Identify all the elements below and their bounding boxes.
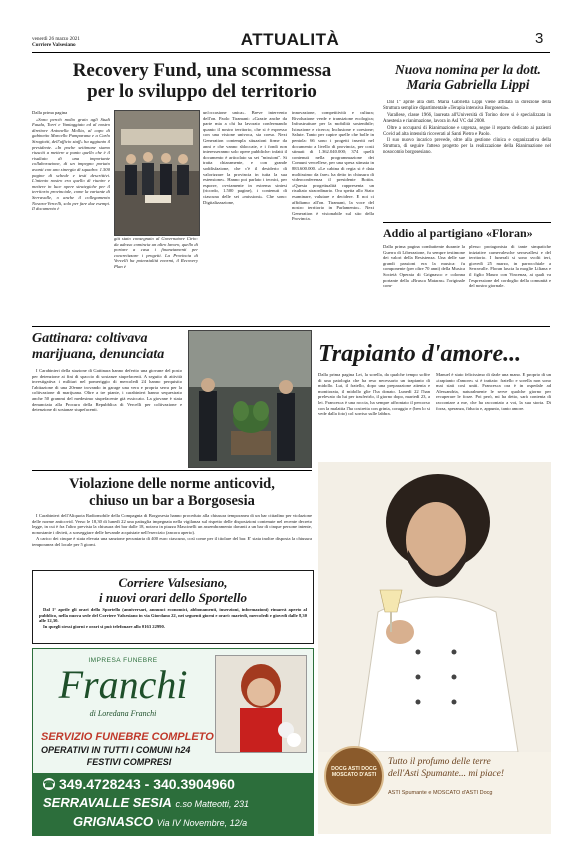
franchi-operative: OPERATIVI IN TUTTI I COMUNI h24 [41,745,191,755]
recovery-col2 [114,236,198,322]
recovery-col3 [203,110,287,322]
orari-title-line2: i nuovi orari dello Sportello [98,590,248,605]
franchi-addr2-row [73,814,247,829]
franchi-festivi: FESTIVI COMPRESI [86,757,172,767]
recovery-kicker: Dalla prima pagina [32,110,68,115]
anticovid-title [32,476,312,510]
anticovid-p1: I Carabinieri dell'Aliquota Radiomobile della Compagnia di Borgosesia hanno proceduto alla chiusura temporanea di un bar cittadino per violazione delle norme anticovid. Verso le 18,30 di lunedì 22 una pattuglia impegnata nella vigilanza sul rispetto delle disposizioni contenute nel recente decreto legge, in cui è fra l'altro prevista la chiusura dei bar dalle 18, notava in piazza Mascinelli un assembramento davanti a un bar di cinque persone intente, nonostante i divieti, a sorseggiare delle bevande acquistate nell'esercizio (ancora aperto). [32,513,312,535]
recovery-title-line1: Recovery Fund, una scommessa [72,60,332,81]
franchi-place2: GRIGNASCO [73,814,154,829]
gattinara-text: I Carabinieri della stazione di Gattinara hanno deferito una giovane del posto per detenzione ai fini di spaccio di sostanze stupefacenti. A seguito di attività investigativa i militari nel pomeriggio di mercoledì 24 hanno perquisito l'abitazione di una 20enne trovando in garage una vera e propria serra per la coltivazione di marijuana. Oltre a tre piante, i carabinieri hanno sequestrato anche 50 grammi del medesimo stupefacente già essiccato. La giovane è stata denunciata alla Procura della Repubblica di Vercelli per coltivazione e detenzione di sostanze stupefacenti. [32,368,182,413]
franchi-phone-row [43,776,235,792]
header-paper: Corriere Valsesiano [32,42,76,49]
recovery-title-line2: per lo sviluppo del territorio [87,81,317,102]
lippi-title-line1: Nuova nomina per la dott. [395,62,541,77]
franchi-sub: di Loredana Franchi [89,709,157,718]
franchi-addr1-row [43,795,249,810]
recovery-col1 [32,110,110,322]
recovery-col3-text: un'occasione unica». Breve intervento dell'on. Paolo Tiramani: «Grazie anche da parte mia a chi ha lavorato confermando quanto il nostro territorio, che si è espresso con una visione univoca, sia coeso. Next Generation contempla situazioni firme da anni e che vanno sbloccate, e i fondi non interesseranno solo opere pubbliche: infatti il documento è articolato su sei "missioni". Si tratta chiaramente, e con grande soddisfazione, che c'è il desiderio di valorizzare la provincia in tutta la sua estensione». Hanno poi parlato i tecnici, per esporre, ovviamente in estrema sintesi (ricordo, 1.500 pagine), i contenuti di ciascuna delle sei «missioni». Che sono: Digitalizzazione, [203,110,287,205]
franchi-ad [32,648,314,836]
lippi-p1: Dal 1° aprile alla dott. Maria Gabriella Lippi viene affidata la direzione della Struttura semplice dipartimentale «Terapia intensiva Borgosesia». [383,100,551,111]
asti-seal [324,746,384,806]
franchi-kicker: IMPRESA FUNEBRE [88,657,158,664]
orari-title-line1: Corriere Valsesiano, [118,575,228,590]
franchi-place1: SERRAVALLE SESIA [43,795,172,810]
orari-phone: In quegli stessi giorni e orari si può telefonare allo 0163 22990. [43,623,165,629]
header-rule [32,52,550,53]
trapianto-col2-text: Manuel è stato felicissimo di darle una mano. E proprio di un «trapianto d'amore» si è trattato: fratello e sorella non sono mai stati così uniti. Francesca ora è in ospedale ad Alessandria, naturalmente le serve qualche giorno per recuperare le forze. Poi però, mi ha detto, sarà contenta di raccontare a me, che ha raccontato a voi, la sua storia. Di forza, speranza, fiducia e, appunto, tanto amore. [436,372,551,411]
asti-seal-text: DOCG ASTI DOCG MOSCATO D'ASTI [331,766,377,778]
anticovid-body [32,513,312,565]
gattinara-title-line1: Gattinara: coltivava [32,331,148,346]
recovery-title [32,60,372,102]
lippi-body [383,100,551,220]
trapianto-title: Trapianto d'amore... [318,341,522,367]
lippi-p2: Varallese, classe 1966, laureata all'Università di Torino dove si è specializzata in Anestesia e rianimazione, lavora in AsI VC dal 2008. [383,112,551,124]
asti-slogan-line1: Tutto il profumo delle terre [388,757,491,767]
floran-col1 [383,244,465,324]
floran-col2 [469,244,551,324]
franchi-name: Franchi [58,662,188,707]
gattinara-body [32,368,182,464]
orari-box [32,570,314,644]
page-number: 3 [535,30,544,47]
asti-footer: ASTI Spumante e MOSCATO d'ASTI Docg [388,790,493,796]
asti-ad [318,462,551,834]
recovery-col4-text: innovazione, competitività e cultura; Rivoluzione verde e transizione ecologica; Infrastrutture per la mobilità sostenibile; Istruzione e ricerca; Inclusione e coesione; Salute. Tanto per capire quelle che bolle in pentola: 66 sono i progetti inseriti nel documento a livello di provincia, per costi stimati di 1.362.040.000; 374 quelli contenuti nella programmazione dei Comuni vercellese, per una spesa stimata in 883.600.000. «Le cabina di regia si è data moltissimo da fare» ha detto in chiusura di videoconferenza il presidente Bottin. «Questa progettualità rappresenta un risultato straordinario. Ora spetta allo Stato esaminare, valutare e decidere. E noi ci affidiamo all'on. Tiramani, la voce del nostro territorio in Parlamento». Next Generation è visionabile sul sito della Provincia. [292,110,374,222]
lippi-rule [383,222,551,223]
trapianto-col2 [436,372,551,458]
trapianto-col1 [318,372,430,458]
anticovid-rule [32,470,312,471]
franchi-phones: 349.4728243 - 340.3904960 [59,776,235,792]
trapianto-col1-text: Dalla prima pagina Lei, la sorella, da qualche tempo soffre di una patologia che ha reso necessario un trapianto di midollo. Lui, il fratello, dopo una preparazione attenta e monitorata, il midollo glie l'ha donato. Lunedì 22 l'han prelevato da lui per trasferirlo, il giorno dopo, martedì 23, a lei. Francesca è una roccia, ha sempre affrontato il percorso con la malattia l'ha costretta con grinta, coraggio e (ben lo si vede dalla foto) col sorriso sulle labbra. [318,372,430,417]
franchi-service: SERVIZIO FUNEBRE COMPLETO [41,731,214,743]
floran-col2-text: plesso protagonista di tante simpatiche iniziative carnevalesche serravallesi e del territorio. I funerali si sono svolti ieri, giovedì 25 marzo, in parrocchiale a Serravalle. Floran lascia la moglie Liliana e il figlio Mauro con Vincenza, ai quali va l'espressione del cordoglio della comunità e del nostro giornale. [469,244,551,289]
lippi-p3: Oltre a occuparsi di Rianimazione e urgenza, segue il reparto dedicato ai pazienti Covid ad alta intensità ricoverati al Santi Pietro e Paolo. [383,125,551,137]
floran-title: Addio al partigiano «Floran» [383,226,533,240]
recovery-photo [114,110,200,236]
orari-body-wrap [33,605,313,629]
recovery-col1-text: «Sono perciò molto grato agli Studi Fauda, Torri e Vantaggiato ed al nostro direttore Antonella Mollia, al capo di gabinetto Marcello Pamparana e a Carlo Stragiotti, dell'ufficio staff» ha aggiunto il presidente. «In poche settimane siamo riusciti a mettere a punto quello che è il risultato di una importante collaborazione, di un impegno portato avanti con uno sinergia di squadra: 1.500 pagine di schede e testi descrittivi. L'intento nostro era quello di riunire e mettere in luce opere strategiche per il territorio provinciale, come la variante di Serravalle, o anche il collegamento Novara-Vercelli, solo per fare due esempi. Il documento è [32,116,110,212]
franchi-portrait [215,655,307,753]
mid-rule [32,326,550,327]
phone-icon: ☎ [43,779,55,789]
lippi-title [383,62,553,92]
section-title: ATTUALITÀ [240,30,340,49]
asti-slogan [388,756,548,780]
orari-body: Dal 1° aprile gli orari dello Sportello (anniversari, annunci economici, abbonamenti, inserzioni, informazioni) rimarrà aperto al pubblico, nella nuova sede del Corriere Valsesiano in via Giordano 22, nei seguenti giorni e orari: martedì, mercoledì e giovedì dalle 8,30 alle 12,30. [39,607,307,624]
lippi-title-line2: Maria Gabriella Lippi [406,77,530,92]
chef-photo [318,462,551,752]
floran-col1-text: Dalla prima pagina combattente durante la Guerra di Liberazione, fu sempre testimone dei valori della Resistenza. Una delle sue grandi passioni era la musica: fu componente (per oltre 70 anni) della Musica Società Operaia di Grignasco e colonna portante della «Brusca Mataras» l'originale com- [383,244,465,289]
franchi-addr1: c.so Matteotti, 231 [175,799,249,809]
recovery-col2-text: già stato consegnato al Governatore Cirio: da adesso comincia un altro lavoro, quello di portare a casa i finanziamenti per concretizzare i progetti. La Provincia di Vercelli ha potenzialità enormi, il Recovery Plan è [114,236,198,269]
anticovid-title-line2: chiuso un bar a Borgosesia [89,493,255,509]
gattinara-photo [188,330,312,468]
gattinara-title [32,331,182,363]
anticovid-title-line1: Violazione delle norme anticovid, [69,476,275,492]
recovery-col4 [292,110,374,322]
franchi-addr2: Via IV Novembre, 12/a [156,818,248,828]
gattinara-title-line2: marijuana, denunciata [32,347,165,362]
anticovid-p2: A carico dei cinque è stata elevata una sanzione pecuniaria di 400 euro ciascuno, così come per il titolare del bar. E' stata inoltre disposta la chiusura temporanea del locale per 5 giorni. [32,536,312,547]
asti-slogan-line2: dell'Asti Spumante... mi piace! [388,769,505,779]
header-date: venerdì 26 marzo 2021 [32,36,80,42]
lippi-p4: Il suo nuovo incarico prevede, oltre alla gestione clinica e organizzativa della Struttura, di seguire l'atteso progetto per la realizzazione della Rianimazione nel nosocomio borgosesiano. [383,138,551,156]
franchi-footer [33,773,313,835]
orari-title [33,575,313,605]
